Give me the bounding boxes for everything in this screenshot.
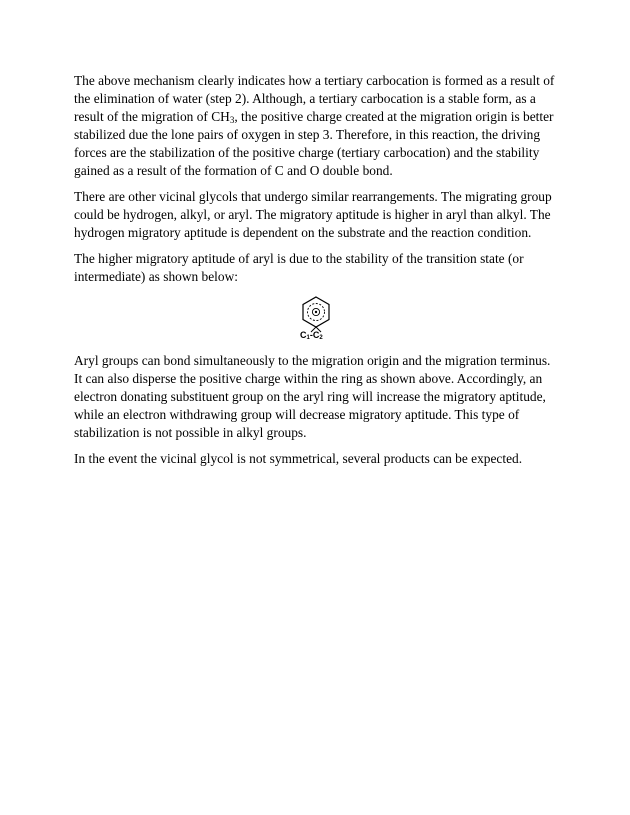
paragraph-aryl-aptitude: The higher migratory aptitude of aryl is due to the stability of the transition state (or intermediate) as shown below: — [74, 251, 524, 284]
label-dash: - — [309, 330, 313, 340]
aryl-transition-state-figure — [74, 294, 558, 344]
label-sub2: 2 — [319, 335, 323, 341]
label-c2: C — [312, 330, 320, 340]
subscript-3: 3 — [229, 115, 235, 125]
paragraph-mechanism-text-a: The above mechanism clearly indicates how a tertiary carbocation is formed as a result of the elimination of water (step 2). Although, a tertiary carbocation is a stable form, as a result of the migration of CH — [74, 73, 555, 124]
c1-c2-label — [300, 330, 323, 340]
paragraph-mechanism-text-b: , the positive charge created at the migration origin is better stabilized due the lone pairs of oxygen in step 3. Therefore, in this reaction, the driving forces are the stabilization of the positive charge (tertiary carbocation) and the stability gained as a result of the formation of C and O double bond. — [74, 109, 554, 178]
paragraph-mechanism — [74, 72, 558, 180]
positive-charge-dot — [315, 311, 317, 313]
label-c1: C — [300, 330, 307, 340]
document-page — [74, 72, 558, 476]
label-sub1: 1 — [306, 335, 310, 341]
paragraph-aryl-groups: Aryl groups can bond simultaneously to the migration origin and the migration terminus. It can also disperse the positive charge within the ring as shown above. Accordingly, an electron donating substituent group on the aryl ring will increase the migratory aptitude, while an electron withdrawing group will decrease migratory aptitude. This type of stabilization is not possible in alkyl groups. — [74, 353, 551, 440]
paragraph-nonsymmetrical: In the event the vicinal glycol is not symmetrical, several products can be expected. — [74, 451, 523, 466]
benzene-ring-structure — [296, 294, 336, 334]
paragraph-vicinal-glycols: There are other vicinal glycols that undergo similar rearrangements. The migrating group could be hydrogen, alkyl, or aryl. The migratory aptitude is higher in aryl than alkyl. The hydrogen migratory aptitude is dependent on the substrate and the reaction condition. — [74, 189, 552, 240]
